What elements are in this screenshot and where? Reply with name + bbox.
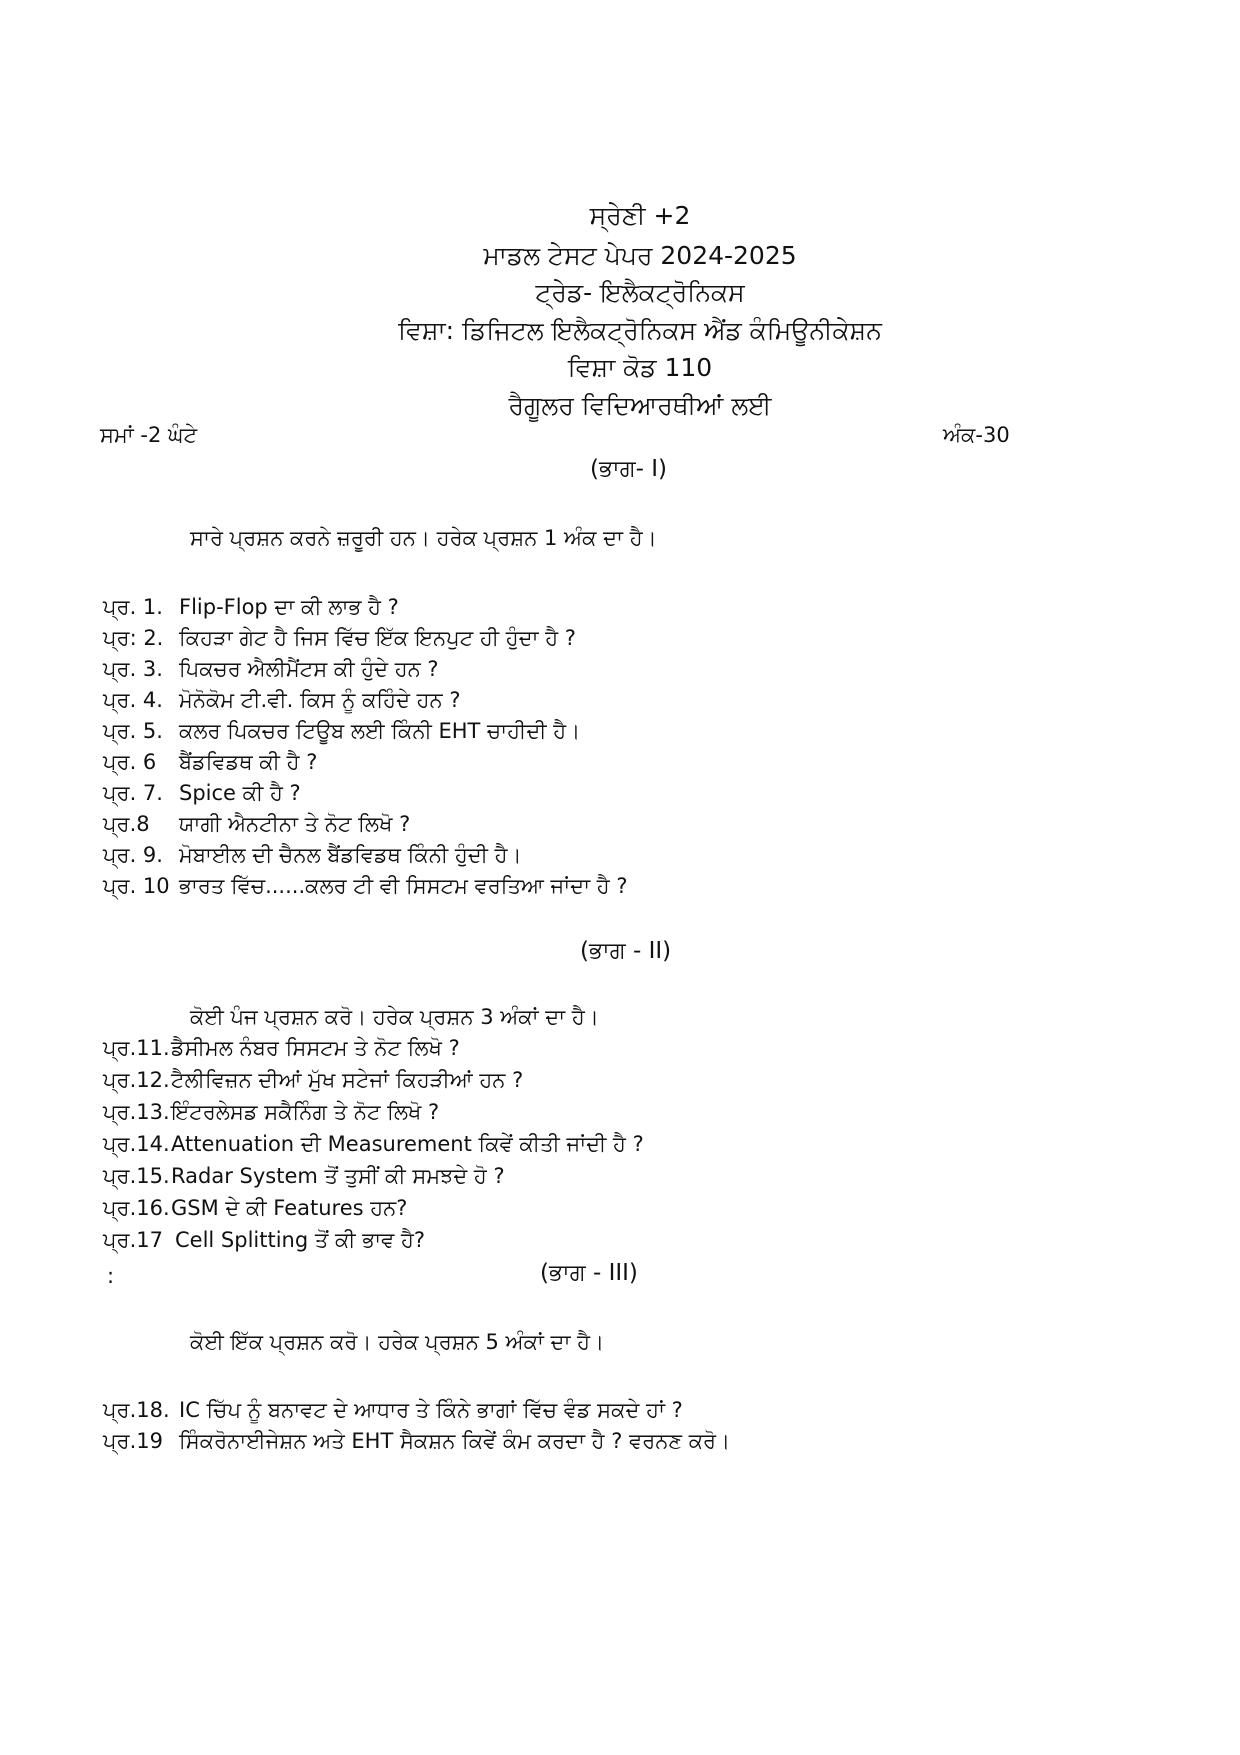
- question-text: ਡੈਸੀਮਲ ਨੰਬਰ ਸਿਸਟਮ ਤੇ ਨੋਟ ਲਿਖੋ ?: [171, 1036, 460, 1060]
- question-number: ਪ੍ਰ.13.: [103, 1100, 170, 1124]
- question-item: [103, 872, 628, 900]
- question-text: ਸਿੰਕਰੋਨਾਈਜੇਸ਼ਨ ਅਤੇ EHT ਸੈਕਸ਼ਨ ਕਿਵੇਂ ਕੰਮ ਕਰਦਾ ਹੈ ? ਵਰਨਣ ਕਰੋ।: [179, 1429, 731, 1453]
- time-allowed: ਸਮਾਂ -2 ਘੰਟੇ: [100, 423, 198, 447]
- question-number: ਪ੍ਰ. 5.: [103, 719, 163, 743]
- question-number: ਪ੍ਰ.14.: [103, 1132, 170, 1156]
- question-text: GSM ਦੇ ਕੀ Features ਹਨ?: [171, 1196, 408, 1220]
- question-text: ਟੈਲੀਵਿਜ਼ਨ ਦੀਆਂ ਮੁੱਖ ਸਟੇਜਾਂ ਕਿਹੜੀਆਂ ਹਨ ?: [171, 1068, 524, 1092]
- question-number: ਪ੍ਰ.19: [103, 1429, 163, 1453]
- question-text: ਯਾਗੀ ਐਨਟੀਨਾ ਤੇ ਨੋਟ ਲਿਖੋ ?: [179, 812, 411, 836]
- question-text: IC ਚਿੱਪ ਨੂੰ ਬਨਾਵਟ ਦੇ ਆਧਾਰ ਤੇ ਕਿੰਨੇ ਭਾਗਾਂ ਵਿੱਚ ਵੰਡ ਸਕਦੇ ਹਾਂ ?: [179, 1398, 683, 1422]
- section-instruction: ਕੋਈ ਇੱਕ ਪ੍ਰਸ਼ਨ ਕਰੋ। ਹਰੇਕ ਪ੍ਰਸ਼ਨ 5 ਅੰਕਾਂ ਦਾ ਹੈ।: [190, 1330, 605, 1354]
- question-item: [103, 748, 318, 776]
- question-number: ਪ੍ਰ: 2.: [103, 626, 164, 650]
- section-heading: (ਭਾਗ - III): [540, 1260, 638, 1286]
- question-item: [103, 1130, 644, 1158]
- question-text: Attenuation ਦੀ Measurement ਕਿਵੇਂ ਕੀਤੀ ਜਾਂਦੀ ਹੈ ?: [171, 1132, 644, 1156]
- question-number: ਪ੍ਰ. 10: [103, 874, 170, 898]
- audience-line: ਰੈਗੂਲਰ ਵਿਦਿਆਰਥੀਆਂ ਲਈ: [508, 391, 772, 420]
- question-number: ਪ੍ਰ.18.: [103, 1398, 170, 1422]
- class-line: ਸ੍ਰੇਣੀ +2: [589, 201, 691, 230]
- question-text: ਕਲਰ ਪਿਕਚਰ ਟਿਊਬ ਲਈ ਕਿੰਨੀ EHT ਚਾਹੀਦੀ ਹੈ।: [179, 719, 581, 743]
- question-item: [103, 1066, 524, 1094]
- question-text: ਬੈਂਡਵਿਡਥ ਕੀ ਹੈ ?: [179, 750, 318, 774]
- question-number: ਪ੍ਰ. 4.: [103, 688, 163, 712]
- subject-code-line: ਵਿਸ਼ਾ ਕੋਡ 110: [567, 353, 713, 382]
- question-item: [103, 655, 439, 683]
- question-text: ਇੰਟਰਲੇਸਡ ਸਕੈਨਿੰਗ ਤੇ ਨੋਟ ਲਿਖੋ ?: [171, 1100, 440, 1124]
- question-item: [103, 717, 581, 745]
- section-heading: (ਭਾਗ- I): [590, 456, 668, 482]
- trade-line: ਟ੍ਰੇਡ- ਇਲੈਕਟ੍ਰੋਨਿਕਸ: [535, 278, 745, 307]
- question-text: ਕਿਹੜਾ ਗੇਟ ਹੈ ਜਿਸ ਵਿੱਚ ਇੱਕ ਇਨਪੁਟ ਹੀ ਹੁੰਦਾ ਹੈ ?: [179, 626, 576, 650]
- question-text: ਪਿਕਚਰ ਐਲੀਮੈਂਟਸ ਕੀ ਹੁੰਦੇ ਹਨ ?: [179, 657, 439, 681]
- question-item: [103, 624, 576, 652]
- subject-line: ਵਿਸ਼ਾ: ਡਿਜਿਟਲ ਇਲੈਕਟ੍ਰੋਨਿਕਸ ਐਂਡ ਕੰਮਿਊਨੀਕੇਸ਼ਨ: [398, 316, 882, 345]
- question-number: ਪ੍ਰ.12.: [103, 1068, 170, 1092]
- question-item: [103, 779, 301, 807]
- question-number: ਪ੍ਰ. 7.: [103, 781, 163, 805]
- question-text: ਮੋਬਾਈਲ ਦੀ ਚੈਨਲ ਬੈਂਡਵਿਡਥ ਕਿੰਨੀ ਹੁੰਦੀ ਹੈ।: [179, 843, 522, 867]
- question-number: ਪ੍ਰ. 3.: [103, 657, 163, 681]
- question-number: ਪ੍ਰ.16.: [103, 1196, 170, 1220]
- question-item: [103, 1226, 426, 1254]
- question-number: ਪ੍ਰ. 6: [103, 750, 157, 774]
- question-text: Flip-Flop ਦਾ ਕੀ ਲਾਭ ਹੈ ?: [179, 595, 399, 619]
- question-item: [103, 1194, 408, 1222]
- question-text: Spice ਕੀ ਹੈ ?: [179, 781, 301, 805]
- question-text: ਮੋਨੋਕੋਮ ਟੀ.ਵੀ. ਕਿਸ ਨੂੰ ਕਹਿੰਦੇ ਹਨ ?: [179, 688, 461, 712]
- question-number: ਪ੍ਰ.17: [103, 1228, 163, 1252]
- stray-colon-mark: :: [107, 1264, 115, 1288]
- question-item: [103, 1427, 731, 1455]
- paper-title: ਮਾਡਲ ਟੇਸਟ ਪੇਪਰ 2024-2025: [483, 241, 797, 270]
- question-item: [103, 810, 411, 838]
- section-instruction: ਕੋਈ ਪੰਜ ਪ੍ਰਸ਼ਨ ਕਰੋ। ਹਰੇਕ ਪ੍ਰਸ਼ਨ 3 ਅੰਕਾਂ ਦਾ ਹੈ।: [190, 1005, 599, 1029]
- question-text: ਭਾਰਤ ਵਿੱਚ......ਕਲਰ ਟੀ ਵੀ ਸਿਸਟਮ ਵਰਤਿਆ ਜਾਂਦਾ ਹੈ ?: [179, 874, 628, 898]
- question-number: ਪ੍ਰ.8: [103, 812, 150, 836]
- question-number: ਪ੍ਰ. 1.: [103, 595, 163, 619]
- question-text: Cell Splitting ਤੋਂ ਕੀ ਭਾਵ ਹੈ?: [175, 1228, 426, 1252]
- question-item: [103, 1034, 460, 1062]
- question-item: [103, 841, 522, 869]
- question-number: ਪ੍ਰ.11.: [103, 1036, 170, 1060]
- total-marks: ਅੰਕ-30: [943, 423, 1010, 447]
- question-number: ਪ੍ਰ. 9.: [103, 843, 163, 867]
- question-item: [103, 593, 399, 621]
- section-instruction: ਸਾਰੇ ਪ੍ਰਸ਼ਨ ਕਰਨੇ ਜ਼ਰੂਰੀ ਹਨ। ਹਰੇਕ ਪ੍ਰਸ਼ਨ 1 ਅੰਕ ਦਾ ਹੈ।: [190, 526, 657, 550]
- question-item: [103, 686, 461, 714]
- question-number: ਪ੍ਰ.15.: [103, 1164, 170, 1188]
- question-text: Radar System ਤੋਂ ਤੁਸੀਂ ਕੀ ਸਮਝਦੇ ਹੋ ?: [171, 1164, 505, 1188]
- question-item: [103, 1396, 683, 1424]
- question-item: [103, 1162, 505, 1190]
- section-heading: (ਭਾਗ - II): [580, 938, 672, 964]
- question-item: [103, 1098, 440, 1126]
